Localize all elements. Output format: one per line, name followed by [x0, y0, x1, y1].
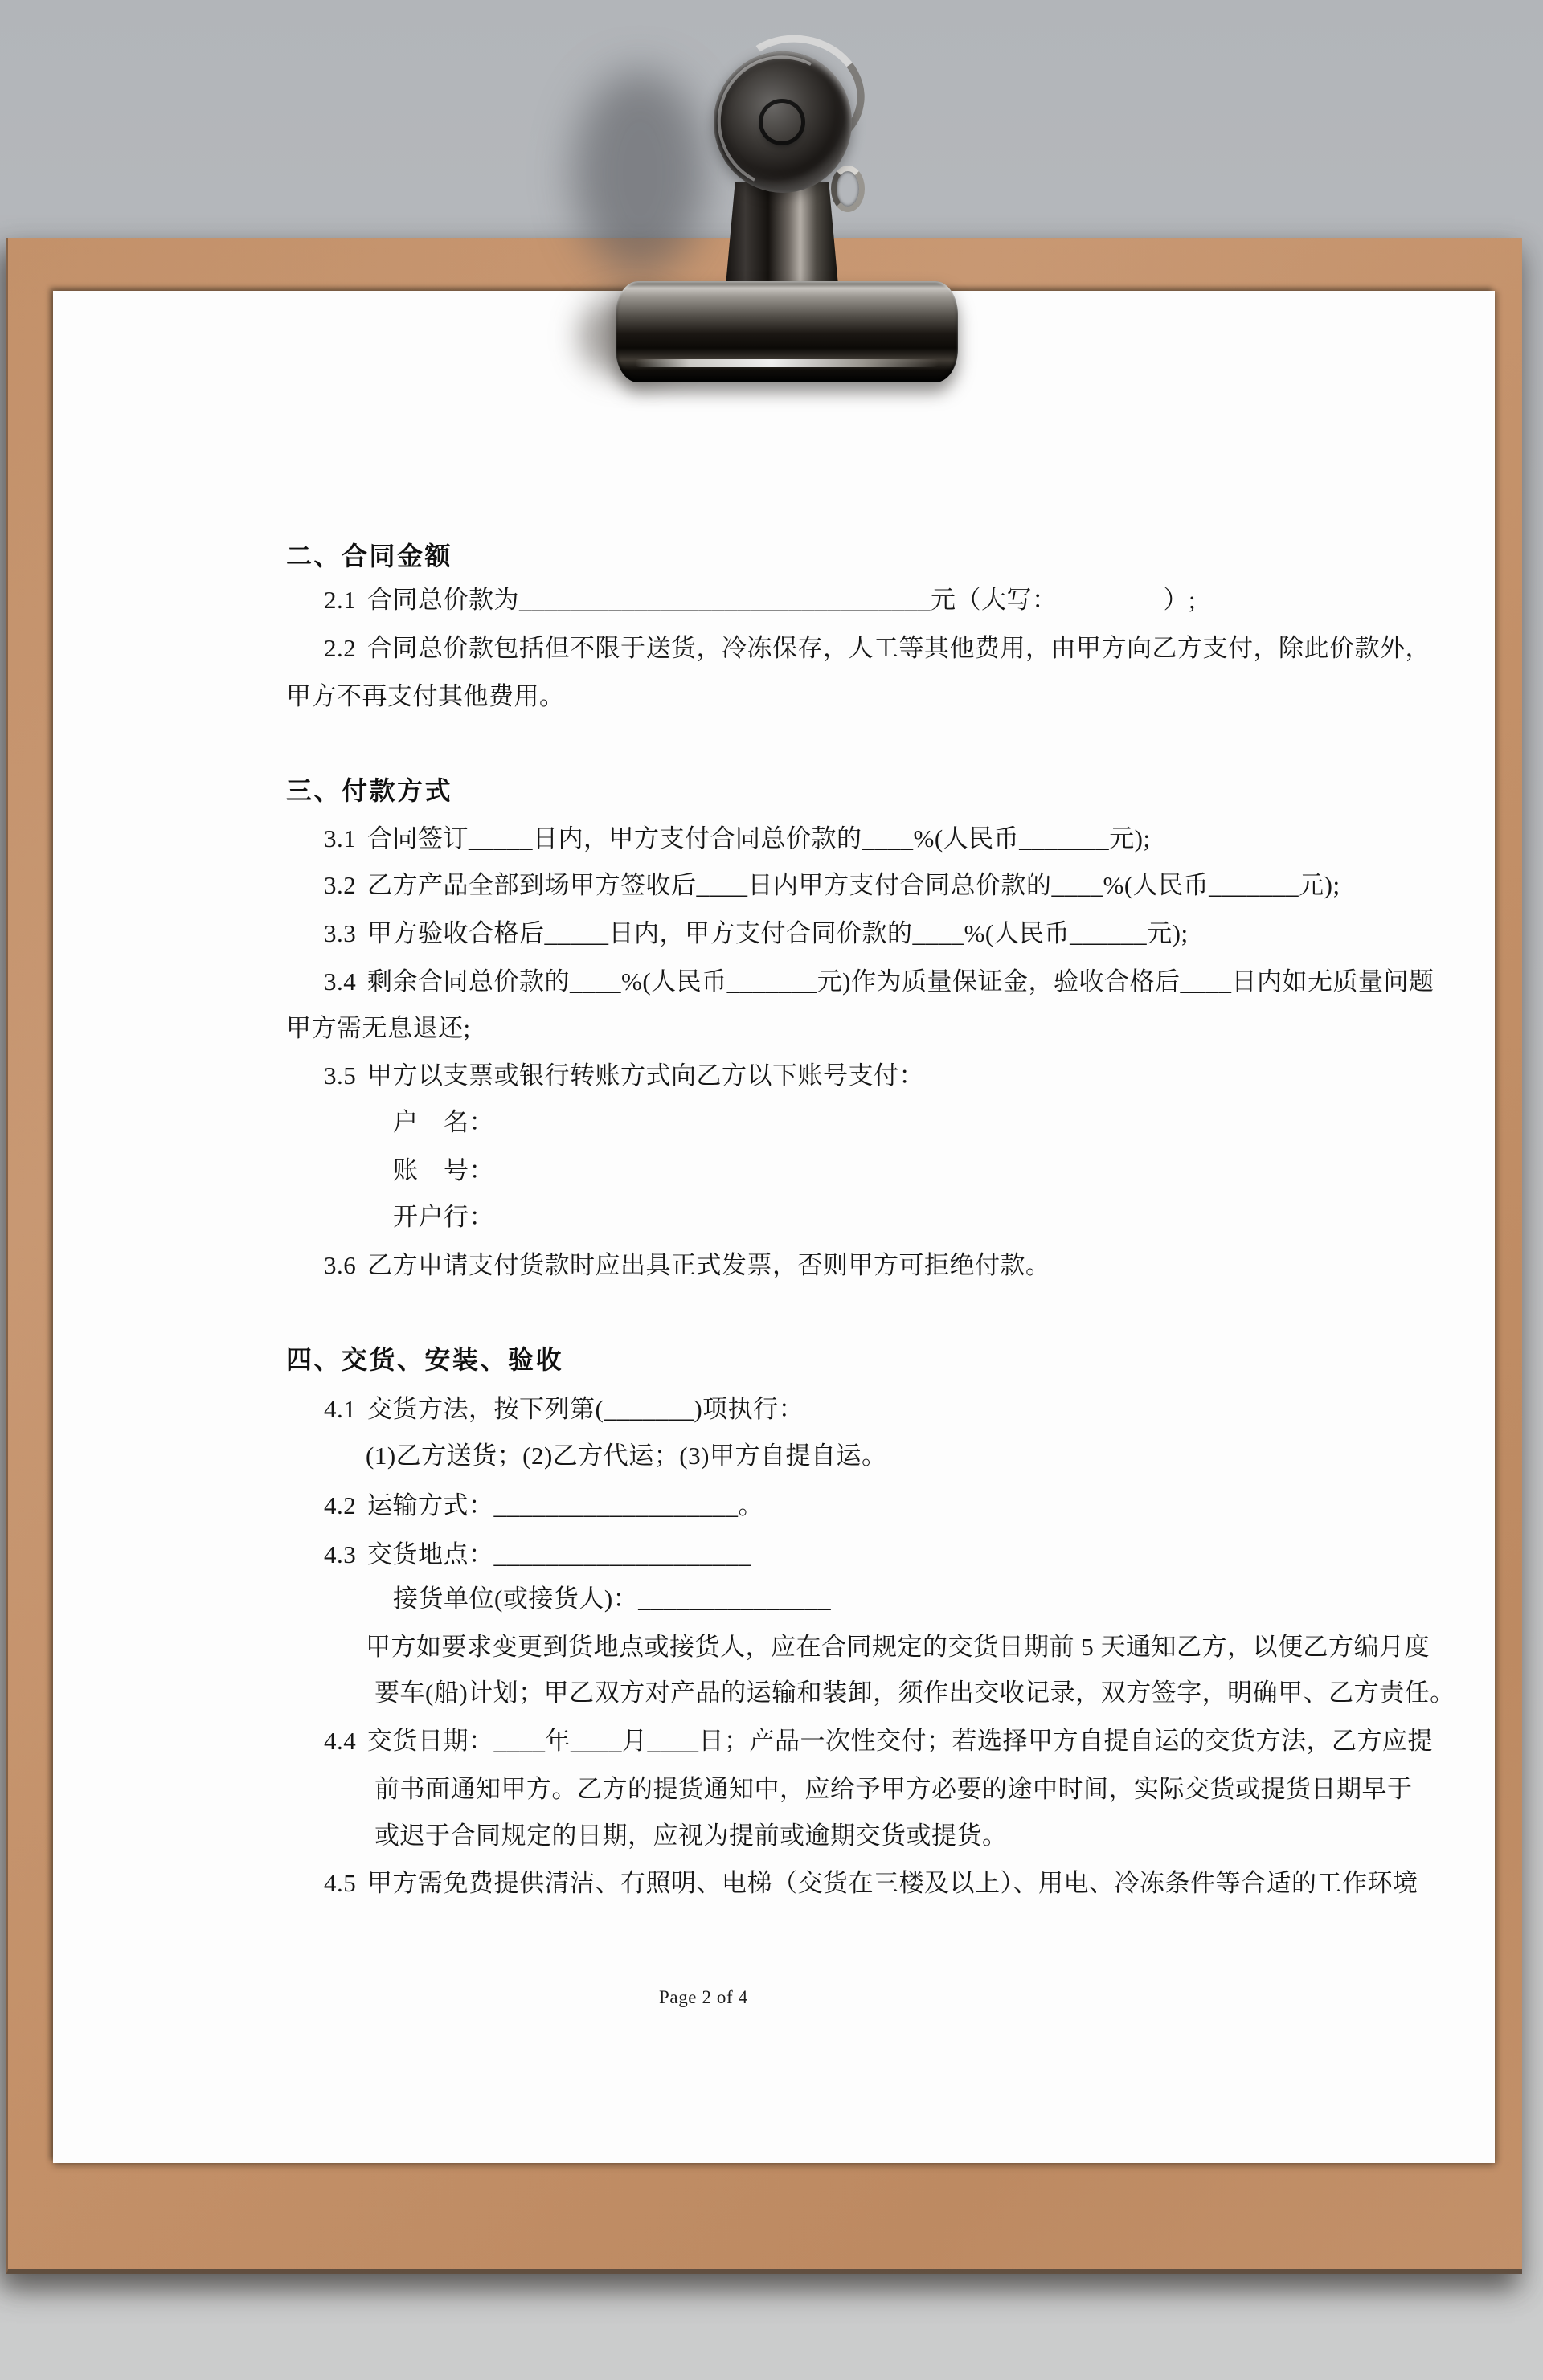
- clip-bar: [616, 281, 958, 382]
- item-text: 交货日期：____年____月____日；产品一次性交付；若选择甲方自提自运的交货方法，乙方应提: [367, 1727, 1433, 1755]
- contract-line-3-5: [324, 1061, 924, 1090]
- contract-line-3-4: [324, 967, 1434, 996]
- item-number: 3.2: [324, 871, 357, 899]
- contract-line-3-3: [324, 919, 1189, 948]
- item-text: 交货方法，按下列第(_______)项执行：: [367, 1395, 804, 1423]
- clip-hole: [763, 103, 801, 141]
- clip-spring-head: [714, 51, 852, 193]
- contract-line-4-3-cont2: 要车(船)计划；甲乙双方对产品的运输和装卸，须作出交收记录，双方签字，明确甲、乙方责任。: [374, 1679, 1455, 1707]
- contract-line-4-4-cont2: 或迟于合同规定的日期，应视为提前或逾期交货或提货。: [374, 1822, 1008, 1850]
- clip-shadow-upper: [574, 71, 706, 276]
- item-number: 3.6: [324, 1251, 357, 1279]
- contract-line-3-2: [324, 871, 1340, 900]
- contract-line-4-4: [324, 1727, 1433, 1756]
- item-text: 合同总价款包括但不限于送货，冷冻保存，人工等其他费用，由甲方向乙方支付，除此价款外，: [367, 634, 1430, 662]
- item-text: 合同签订_____日内，甲方支付合同总价款的____%(人民币_______元);: [367, 824, 1151, 853]
- contract-line-4-3: [324, 1540, 751, 1569]
- delivery-options: (1)乙方送货；(2)乙方代运；(3)甲方自提自运。: [366, 1441, 887, 1470]
- clip-lever: [831, 166, 865, 212]
- account-number-label: 账 号：: [393, 1156, 494, 1184]
- item-number: 4.5: [324, 1869, 357, 1897]
- item-number: 3.5: [324, 1061, 357, 1090]
- contract-line-4-5: [324, 1869, 1418, 1898]
- section-heading-delivery: 四、交货、安装、验收: [286, 1345, 564, 1374]
- item-number: 3.4: [324, 967, 357, 996]
- contract-line-2-2: [324, 634, 1430, 663]
- item-text: 运输方式：___________________。: [367, 1491, 763, 1519]
- page-number: Page 2 of 4: [659, 1987, 748, 2007]
- item-text: 乙方申请支付货款时应出具正式发票，否则甲方可拒绝付款。: [367, 1251, 1051, 1279]
- item-text: 甲方需免费提供清洁、有照明、电梯（交货在三楼及以上）、用电、冷冻条件等合适的工作环境: [367, 1869, 1418, 1897]
- receiver-label: 接货单位(或接货人)：_______________: [393, 1585, 832, 1613]
- section-heading-payment: 三、付款方式: [286, 776, 453, 805]
- item-number: 4.2: [324, 1491, 357, 1519]
- contract-line-4-3-cont1: 甲方如要求变更到货地点或接货人，应在合同规定的交货日期前 5 天通知乙方，以便乙方编月度: [366, 1633, 1430, 1661]
- bank-label: 开户行：: [393, 1203, 494, 1231]
- item-number: 3.1: [324, 824, 357, 853]
- item-number: 4.3: [324, 1540, 357, 1568]
- account-name-label: 户 名：: [393, 1108, 494, 1136]
- contract-line-4-4-cont1: 前书面通知甲方。乙方的提货通知中，应给予甲方必要的途中时间，实际交货或提货日期早于: [374, 1775, 1413, 1803]
- clip-neck: [725, 182, 839, 294]
- item-text: 剩余合同总价款的____%(人民币_______元)作为质量保证金，验收合格后____日内如无质量问题: [367, 967, 1435, 996]
- item-text: 甲方以支票或银行转账方式向乙方以下账号支付：: [367, 1061, 924, 1090]
- contract-line-3-4-cont: 甲方需无息退还;: [286, 1014, 471, 1042]
- contract-line-2-1: [324, 586, 1196, 615]
- item-number: 2.2: [324, 634, 357, 662]
- item-text: 交货地点：____________________: [367, 1540, 751, 1568]
- contract-line-3-6: [324, 1251, 1051, 1280]
- item-number: 4.1: [324, 1395, 357, 1423]
- section-heading-amount: 二、合同金额: [286, 542, 453, 570]
- item-text: 合同总价款为________________________________元（大写： ）;: [367, 586, 1197, 614]
- contract-line-2-2-cont: 甲方不再支付其他费用。: [286, 682, 565, 710]
- item-text: 乙方产品全部到场甲方签收后____日内甲方支付合同总价款的____%(人民币_______元);: [367, 871, 1340, 899]
- item-number: 4.4: [324, 1727, 357, 1755]
- item-number: 2.1: [324, 586, 357, 614]
- contract-line-4-1: [324, 1395, 804, 1424]
- item-number: 3.3: [324, 919, 357, 947]
- contract-line-3-1: [324, 824, 1151, 853]
- clip-bar-highlight: [635, 359, 939, 367]
- item-text: 甲方验收合格后_____日内，甲方支付合同价款的____%(人民币______元);: [367, 919, 1189, 947]
- contract-line-4-2: [324, 1491, 763, 1520]
